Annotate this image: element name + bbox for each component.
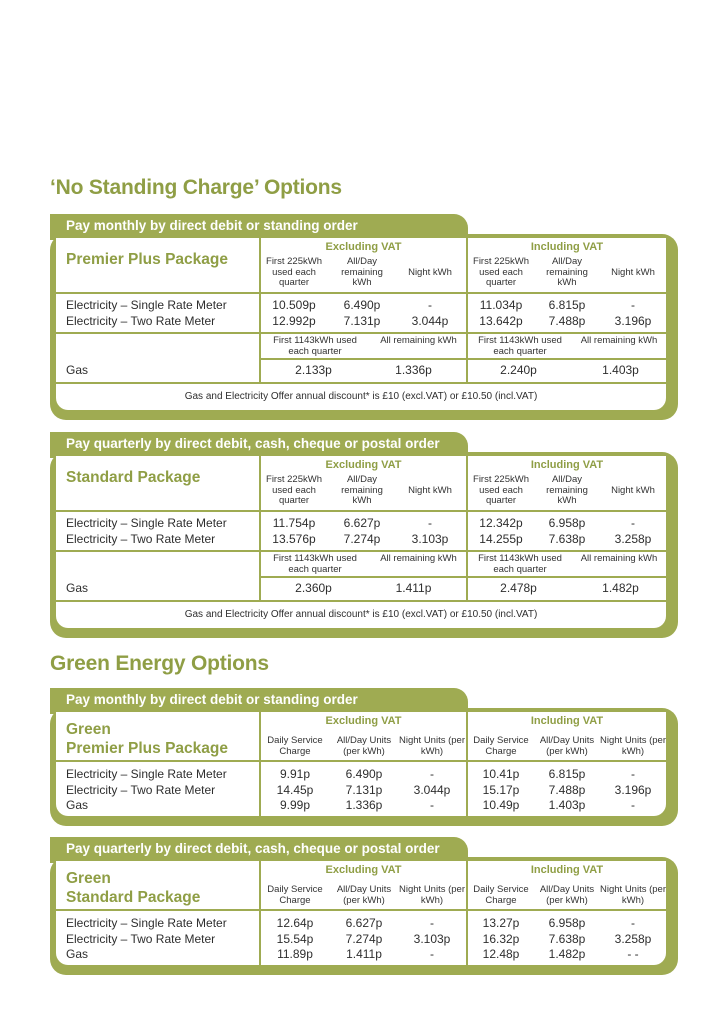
incl-values xyxy=(468,762,666,816)
payment-tab: Pay monthly by direct debit or standing order xyxy=(50,214,468,240)
tariff-table-premier-plus xyxy=(50,214,678,420)
excl-vat-header xyxy=(261,456,466,510)
rate-value: - xyxy=(430,947,434,961)
excl-vat-label: Excluding VAT xyxy=(325,459,402,471)
col-header: Night Units (per kWh) xyxy=(399,884,465,906)
rate-value: 3.196p xyxy=(614,782,652,797)
col-header: All/Day Units (per kWh) xyxy=(539,735,595,757)
rate-value: 11.89p xyxy=(277,947,313,961)
section-title-green-energy: Green Energy Options xyxy=(50,652,269,675)
col-header: First 1143kWh used each quarter xyxy=(478,553,562,575)
tariff-table-green-premier-plus xyxy=(50,688,678,826)
rate-value: - xyxy=(631,798,635,812)
package-name-line: Premier Plus Package xyxy=(66,740,228,757)
gas-label-cell xyxy=(56,552,259,600)
incl-vat-label: Including VAT xyxy=(530,241,604,253)
rate-value: 3.044p xyxy=(413,782,451,797)
incl-vat-label: Including VAT xyxy=(530,459,604,471)
gas-incl-header xyxy=(468,552,666,576)
rate-value: - xyxy=(631,298,635,312)
rate-value: 15.17p xyxy=(482,782,520,797)
excl-vat-header xyxy=(261,238,466,292)
rate-value: - xyxy=(428,516,432,530)
rate-value: 12.64p xyxy=(276,916,314,930)
rate-value: 2.360p xyxy=(295,581,332,595)
tariff-table-green-standard xyxy=(50,837,678,975)
tariff-table-standard xyxy=(50,432,678,638)
discount-footnote: Gas and Electricity Offer annual discount* is £10 (excl.VAT) or £10.50 (incl.VAT) xyxy=(184,391,538,402)
row-label: Electricity – Single Rate Meter xyxy=(66,916,227,930)
package-name-line: Green xyxy=(66,870,111,887)
rate-value: 1.403p xyxy=(548,798,586,812)
rate-value: 15.54p xyxy=(276,931,314,946)
excl-values xyxy=(261,911,466,965)
rate-value: 1.482p xyxy=(548,947,586,961)
rate-value: 7.488p xyxy=(548,782,586,797)
rate-value: 9.99p xyxy=(279,798,311,812)
col-header: Night kWh xyxy=(611,267,655,278)
rate-value: 16.32p xyxy=(482,931,520,946)
col-header: All/Day remaining kWh xyxy=(546,474,588,506)
rate-value: 1.336p xyxy=(395,363,432,377)
rate-value: 11.754p xyxy=(272,516,316,530)
discount-footnote: Gas and Electricity Offer annual discount* is £10 (excl.VAT) or £10.50 (incl.VAT) xyxy=(184,609,538,620)
rate-value: 3.044p xyxy=(411,313,449,328)
rate-value: 1.411p xyxy=(346,947,382,961)
gas-incl-header xyxy=(468,334,666,358)
electricity-excl-values xyxy=(261,512,466,550)
package-name-cell xyxy=(56,712,259,760)
incl-values xyxy=(468,911,666,965)
gas-excl-header xyxy=(261,552,466,576)
package-name: Standard Package xyxy=(66,469,201,486)
col-header: First 225kWh used each quarter xyxy=(266,256,322,288)
package-name-cell xyxy=(56,238,259,292)
electricity-excl-values xyxy=(261,294,466,332)
incl-vat-label: Including VAT xyxy=(530,715,604,727)
rate-value: 14.45p xyxy=(276,782,314,797)
rate-value: - xyxy=(430,798,434,812)
rate-value: 2.240p xyxy=(500,363,537,377)
col-header: All remaining kWh xyxy=(580,553,658,564)
rate-value: 13.642p xyxy=(479,313,523,328)
rate-value: 1.411p xyxy=(395,581,432,595)
rate-value: - xyxy=(430,916,434,930)
incl-vat-label: Including VAT xyxy=(530,864,604,876)
row-label: Electricity – Single Rate Meter xyxy=(66,298,227,312)
rate-value: 7.488p xyxy=(548,313,586,328)
rate-value: 6.815p xyxy=(548,298,586,312)
rate-value: - - xyxy=(627,947,639,961)
rate-value: 7.274p xyxy=(345,931,383,946)
discount-footnote-cell xyxy=(56,602,666,628)
rate-value: 7.638p xyxy=(548,931,586,946)
rate-value: 3.103p xyxy=(411,531,449,546)
row-label: Electricity – Two Rate Meter xyxy=(66,931,216,946)
excl-vat-header xyxy=(261,861,466,909)
col-header: Night Units (per kWh) xyxy=(600,884,666,906)
rate-value: - xyxy=(631,516,635,530)
rate-value: 11.034p xyxy=(479,298,523,312)
col-header: All remaining kWh xyxy=(380,553,457,564)
table-frame xyxy=(50,234,678,420)
gas-excl-values xyxy=(261,360,466,382)
rate-value: 7.131p xyxy=(343,313,381,328)
rate-value: 13.576p xyxy=(272,531,316,546)
rate-value: - xyxy=(428,298,432,312)
rate-value: 6.490p xyxy=(343,298,381,312)
rate-value: 6.627p xyxy=(343,516,381,530)
col-header: First 1143kWh used each quarter xyxy=(273,553,357,575)
payment-tab: Pay quarterly by direct debit, cash, cheque or postal order xyxy=(50,432,468,458)
electricity-incl-values xyxy=(468,512,666,550)
row-label: Gas xyxy=(66,363,89,377)
gas-label-cell xyxy=(56,334,259,382)
package-name-line: Standard Package xyxy=(66,889,201,906)
col-header: All/Day Units (per kWh) xyxy=(336,884,392,906)
rate-value: 6.815p xyxy=(548,767,586,781)
rate-value: 14.255p xyxy=(479,531,523,546)
col-header: First 1143kWh used each quarter xyxy=(478,335,562,357)
col-header: First 225kWh used each quarter xyxy=(473,256,529,288)
col-header: All/Day remaining kWh xyxy=(341,474,383,506)
gas-excl-header xyxy=(261,334,466,358)
col-header: First 1143kWh used each quarter xyxy=(273,335,357,357)
row-labels xyxy=(56,911,259,965)
rate-value: 12.48p xyxy=(482,947,520,961)
col-header: All/Day remaining kWh xyxy=(546,256,588,288)
rate-value: 6.958p xyxy=(548,516,586,530)
col-header: All remaining kWh xyxy=(580,335,658,346)
rate-value: 3.258p xyxy=(614,531,652,546)
table-frame xyxy=(50,708,678,826)
rate-value: 10.41p xyxy=(482,767,520,781)
gas-excl-values xyxy=(261,578,466,600)
rate-value: 3.196p xyxy=(614,313,652,328)
row-labels xyxy=(56,762,259,816)
package-name xyxy=(66,869,200,907)
package-name xyxy=(66,720,228,758)
incl-vat-header xyxy=(468,456,666,510)
rate-value: 7.131p xyxy=(345,782,383,797)
col-header: Night kWh xyxy=(611,485,655,496)
rate-value: 6.490p xyxy=(345,767,383,781)
col-header: All/Day Units (per kWh) xyxy=(539,884,595,906)
rate-value: 12.342p xyxy=(479,516,523,530)
col-header: Daily Service Charge xyxy=(473,735,529,757)
electricity-labels xyxy=(56,294,259,332)
rate-value: 3.103p xyxy=(413,931,451,946)
col-header: Night kWh xyxy=(408,485,452,496)
col-header: All/Day remaining kWh xyxy=(341,256,383,288)
payment-tab: Pay quarterly by direct debit, cash, cheque or postal order xyxy=(50,837,468,863)
rate-value: - xyxy=(631,767,635,781)
col-header: All/Day Units (per kWh) xyxy=(336,735,392,757)
rate-value: 6.958p xyxy=(548,916,586,930)
electricity-labels xyxy=(56,512,259,550)
electricity-incl-values xyxy=(468,294,666,332)
rate-value: 9.91p xyxy=(279,767,311,781)
row-label: Gas xyxy=(66,947,89,961)
table-frame xyxy=(50,857,678,975)
section-title-no-standing-charge: ‘No Standing Charge’ Options xyxy=(50,176,342,199)
gas-incl-values xyxy=(468,578,666,600)
package-name: Premier Plus Package xyxy=(66,251,228,268)
rate-value: 1.336p xyxy=(345,798,383,812)
rate-value: 2.478p xyxy=(500,581,537,595)
col-header: Daily Service Charge xyxy=(473,884,529,906)
rate-value: 10.509p xyxy=(272,298,316,312)
rate-value: 7.274p xyxy=(343,531,381,546)
gas-incl-values xyxy=(468,360,666,382)
rate-value: 12.992p xyxy=(272,313,316,328)
excl-vat-label: Excluding VAT xyxy=(325,864,402,876)
excl-vat-header xyxy=(261,712,466,760)
col-header: Night Units (per kWh) xyxy=(600,735,666,757)
col-header: First 225kWh used each quarter xyxy=(266,474,322,506)
rate-value: - xyxy=(631,916,635,930)
incl-vat-header xyxy=(468,238,666,292)
rate-value: 10.49p xyxy=(482,798,520,812)
incl-vat-header xyxy=(468,712,666,760)
incl-vat-header xyxy=(468,861,666,909)
rate-value: - xyxy=(430,767,434,781)
col-header: Daily Service Charge xyxy=(267,735,323,757)
col-header: Daily Service Charge xyxy=(267,884,323,906)
rate-value: 6.627p xyxy=(345,916,383,930)
row-label: Gas xyxy=(66,798,89,812)
package-name-cell xyxy=(56,861,259,909)
rate-value: 1.403p xyxy=(602,363,639,377)
rate-value: 13.27p xyxy=(482,916,520,930)
excl-vat-label: Excluding VAT xyxy=(325,715,402,727)
rate-value: 1.482p xyxy=(602,581,639,595)
col-header: Night kWh xyxy=(408,267,452,278)
row-label: Gas xyxy=(66,581,89,595)
row-label: Electricity – Single Rate Meter xyxy=(66,516,227,530)
col-header: First 225kWh used each quarter xyxy=(473,474,529,506)
row-label: Electricity – Single Rate Meter xyxy=(66,767,227,781)
col-header: All remaining kWh xyxy=(380,335,457,346)
excl-values xyxy=(261,762,466,816)
rate-value: 2.133p xyxy=(295,363,332,377)
rate-value: 7.638p xyxy=(548,531,586,546)
discount-footnote-cell xyxy=(56,384,666,410)
table-frame xyxy=(50,452,678,638)
col-header: Night Units (per kWh) xyxy=(399,735,465,757)
excl-vat-label: Excluding VAT xyxy=(325,241,402,253)
row-label: Electricity – Two Rate Meter xyxy=(66,782,216,797)
package-name-cell xyxy=(56,456,259,510)
rate-value: 3.258p xyxy=(614,931,652,946)
payment-tab: Pay monthly by direct debit or standing order xyxy=(50,688,468,714)
package-name-line: Green xyxy=(66,721,111,738)
row-label: Electricity – Two Rate Meter xyxy=(66,531,216,546)
row-label: Electricity – Two Rate Meter xyxy=(66,313,216,328)
